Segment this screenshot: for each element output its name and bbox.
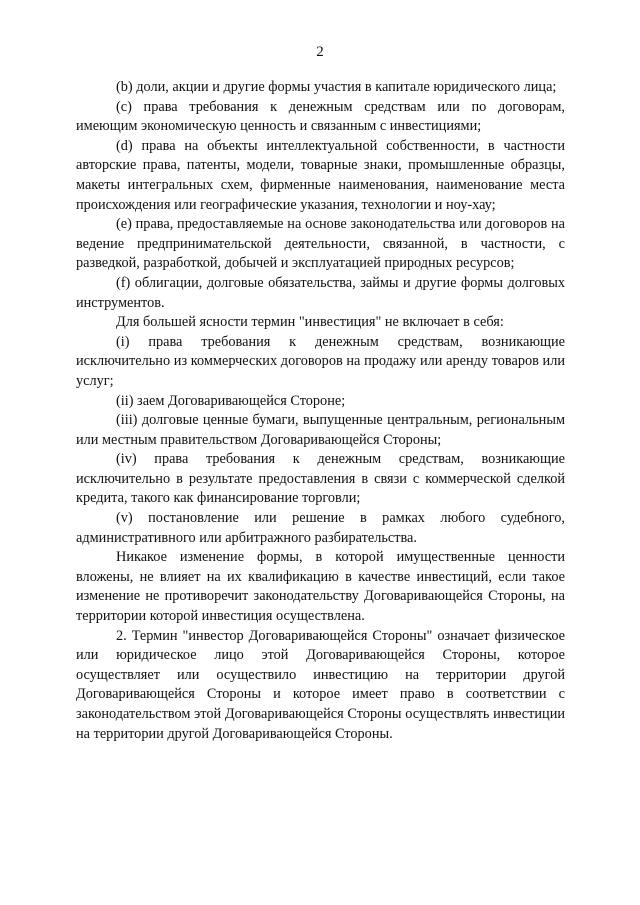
document-body <box>76 78 565 744</box>
paragraph-v: (v) постановление или решение в рамках любого судебного, административного или арбитражного разбирательства. <box>76 510 565 546</box>
paragraph-form-change: Никакое изменение формы, в которой имущественные ценности вложены, не влияет на их квалификацию в качестве инвестиций, если такое изменение не противоречит законодательству Договаривающейся Стороны, на территории которой инвестиция осуществлена. <box>76 549 565 625</box>
paragraph-investor-definition: 2. Термин "инвестор Договаривающейся Стороны" означает физическое или юридическое лицо этой Договаривающейся Стороны, которое осуществляет или осуществило инвестицию на территории другой Договаривающейся Стороны и которое имеет право в соответствии с законодательством этой Договаривающейся Стороны осуществлять инвестиции на территории другой Договаривающейся Стороны. <box>76 627 565 742</box>
paragraph-d: (d) права на объекты интеллектуальной собственности, в частности авторские права, патенты, модели, товарные знаки, промышленные образцы, макеты интегральных схем, фирменные наименования, наименование места происхождения или географические указания, технологии и ноу-хау; <box>76 137 565 213</box>
paragraph-c: (c) права требования к денежным средствам или по договорам, имеющим экономическую ценность и связанным с инвестициями; <box>76 98 565 135</box>
paragraph-iv: (iv) права требования к денежным средствам, возникающие исключительно в результате предоставления в связи с коммерческой сделкой кредита, такого как финансирование торговли; <box>76 451 565 507</box>
paragraph-clarity: Для большей ясности термин "инвестиция" не включает в себя: <box>116 314 504 331</box>
paragraph-i: (i) права требования к денежным средствам, возникающие исключительно из коммерческих договоров на продажу или аренду товаров или услуг; <box>76 333 565 389</box>
paragraph-f: (f) облигации, долговые обязательства, займы и другие формы долговых инструментов. <box>76 274 565 311</box>
paragraph-b: (b) доли, акции и другие формы участия в капитале юридического лица; <box>116 79 557 95</box>
page-number: 2 <box>316 44 324 60</box>
paragraph-e: (e) права, предоставляемые на основе законодательства или договоров на ведение предпринимательской деятельности, связанной, в частности, с разведкой, разработкой, добычей и эксплуатацией природных ресурсов; <box>76 216 565 272</box>
paragraph-iii: (iii) долговые ценные бумаги, выпущенные центральным, региональным или местным правительством Договаривающейся Стороны; <box>76 412 565 448</box>
paragraph-ii: (ii) заем Договаривающейся Стороне; <box>116 392 346 409</box>
